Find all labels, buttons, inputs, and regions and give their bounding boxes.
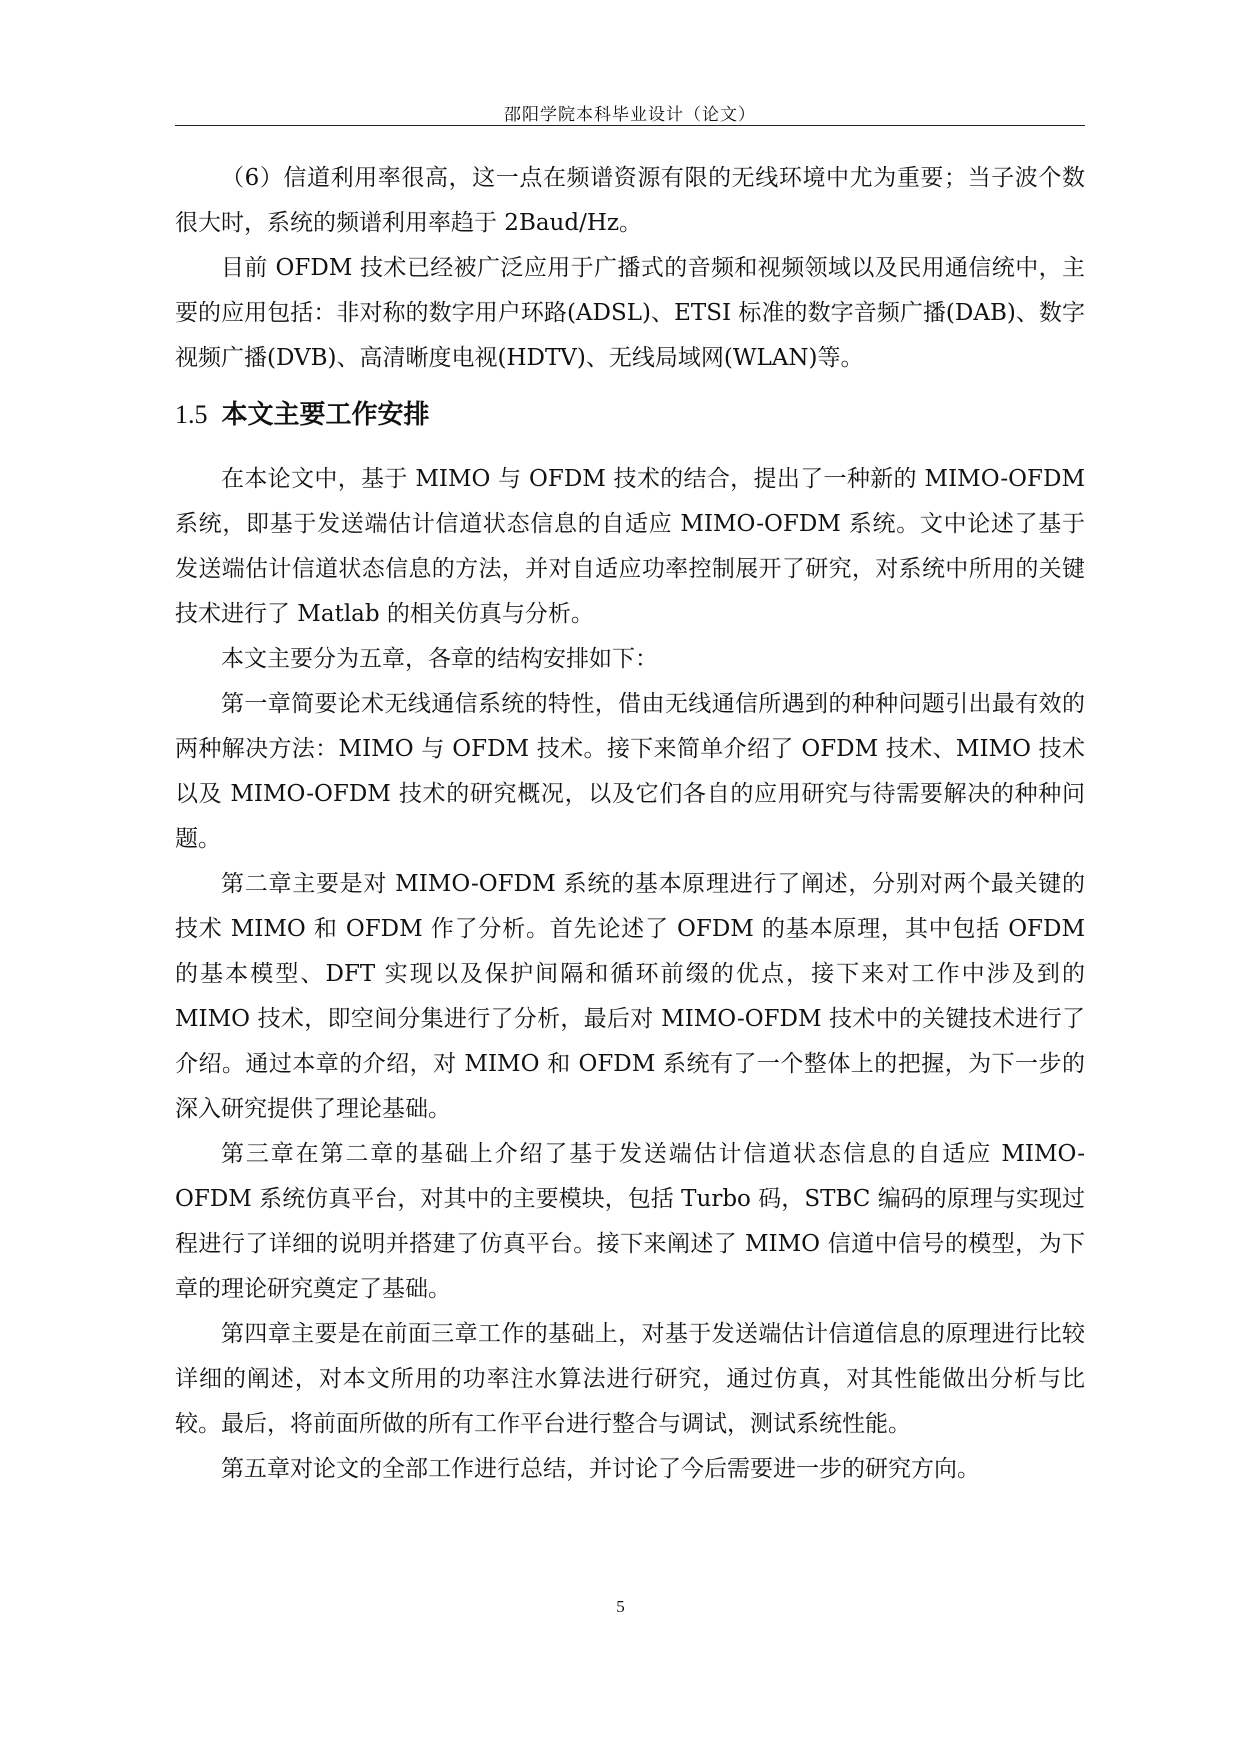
paragraph-chapter-one: 第一章简要论术无线通信系统的特性，借由无线通信所遇到的种种问题引出最有效的两种解决方法：MIMO 与 OFDM 技术。接下来简单介绍了 OFDM 技术、MIMO 技术以及 MIMO-OFDM 技术的研究概况，以及它们各自的应用研究与待需要解决的种种问题。 (175, 691, 1085, 852)
section-heading (175, 395, 1085, 435)
paragraph-chapter-four: 第四章主要是在前面三章工作的基础上，对基于发送端估计信道信息的原理进行比较详细的阐述，对本文所用的功率注水算法进行研究，通过仿真，对其性能做出分析与比较。最后，将前面所做的所有工作平台进行整合与调试，测试系统性能。 (175, 1321, 1085, 1437)
header-rule (175, 125, 1085, 126)
paragraph-chapter-two: 第二章主要是对 MIMO-OFDM 系统的基本原理进行了阐述，分别对两个最关键的技术 MIMO 和 OFDM 作了分析。首先论述了 OFDM 的基本原理，其中包括 OFDM 的基本模型、DFT 实现以及保护间隔和循环前缀的优点，接下来对工作中涉及到的 MIMO 技术，即空间分集进行了分析，最后对 MIMO-OFDM 技术中的关键技术进行了介绍。通过本章的介绍，对 MIMO 和 OFDM 系统有了一个整体上的把握，为下一步的深入研究提供了理论基础。 (175, 871, 1085, 1122)
paragraph-channel-utilization: （6）信道利用率很高，这一点在频谱资源有限的无线环境中尤为重要；当子波个数很大时，系统的频谱利用率趋于 2Baud/Hz。 (175, 165, 1085, 236)
running-header: 邵阳学院本科毕业设计（论文） (504, 105, 756, 125)
paragraph-chapter-structure: 本文主要分为五章，各章的结构安排如下： (221, 646, 658, 672)
paragraph-ofdm-applications: 目前 OFDM 技术已经被广泛应用于广播式的音频和视频领域以及民用通信统中，主要的应用包括：非对称的数字用户环路(ADSL)、ETSI 标准的数字音频广播(DAB)、数字视频广播(DVB)、高清晰度电视(HDTV)、无线局域网(WLAN)等。 (175, 255, 1085, 371)
section-title: 本文主要工作安排 (221, 400, 430, 430)
paragraph-chapter-three: 第三章在第二章的基础上介绍了基于发送端估计信道状态信息的自适应 MIMO-OFDM 系统仿真平台，对其中的主要模块，包括 Turbo 码，STBC 编码的原理与实现过程进行了详细的说明并搭建了仿真平台。接下来阐述了 MIMO 信道中信号的模型，为下章的理论研究奠定了基础。 (175, 1141, 1085, 1302)
paragraph-thesis-overview: 在本论文中，基于 MIMO 与 OFDM 技术的结合，提出了一种新的 MIMO-OFDM 系统，即基于发送端估计信道状态信息的自适应 MIMO-OFDM 系统。文中论述了基于发送端估计信道状态信息的方法，并对自适应功率控制展开了研究，对系统中所用的关键技术进行了 Matlab 的相关仿真与分析。 (175, 466, 1085, 627)
section-number: 1.5 (175, 400, 208, 429)
page-number: 5 (616, 1597, 625, 1616)
paragraph-chapter-five: 第五章对论文的全部工作进行总结，并讨论了今后需要进一步的研究方向。 (221, 1456, 980, 1482)
body-text (175, 156, 1085, 1492)
